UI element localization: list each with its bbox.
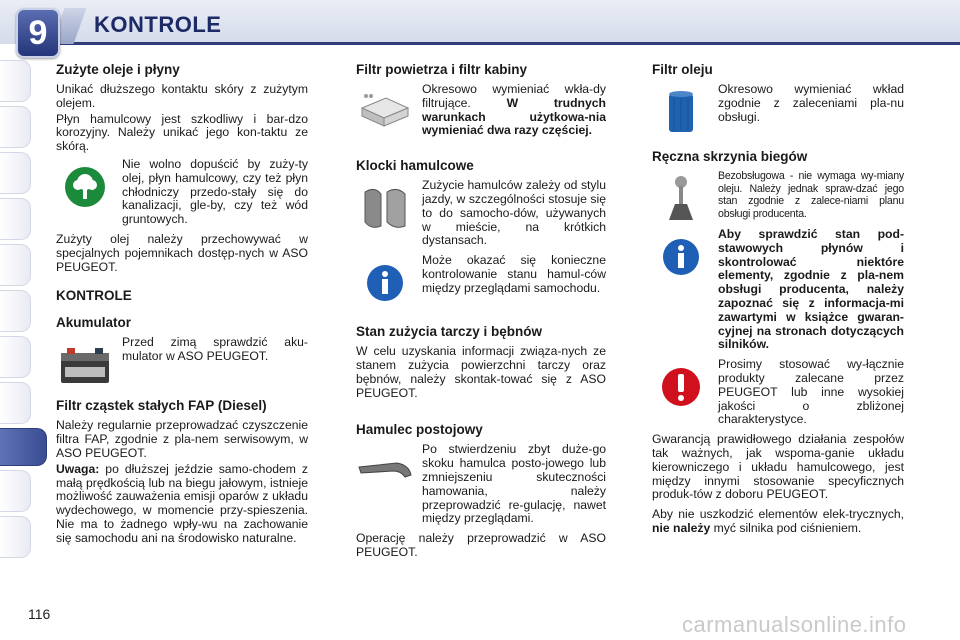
environment-note bbox=[56, 158, 308, 229]
brake-pads-info-text: Może okazać się konieczne kontrolowanie stanu hamul-ców między przeglądami samochodu. bbox=[422, 253, 606, 295]
air-filter-icon bbox=[356, 87, 414, 137]
air-filter-heading: Filtr powietrza i filtr kabiny bbox=[356, 62, 528, 77]
side-tab-9-active[interactable] bbox=[0, 428, 47, 466]
info-icon bbox=[652, 232, 710, 282]
battery-icon bbox=[56, 340, 114, 390]
brake-pads-text: Zużycie hamulców zależy od stylu jazdy, w szczególności stosuje się to do samocho-dów, używanych w mieście, na krótkich dystansach. bbox=[422, 178, 606, 248]
air-filter-text bbox=[422, 83, 606, 138]
watermark: carmanualsonline.info bbox=[682, 612, 907, 637]
side-tab-7[interactable] bbox=[0, 336, 31, 378]
engine-cleaning-text-a: Aby nie uszkodzić elementów elek-trycznych, bbox=[652, 507, 904, 522]
fluids-info-note bbox=[652, 228, 904, 354]
oil-filter-note bbox=[652, 83, 904, 137]
environment-text: Nie wolno dopuścić by zuży-ty olej, płyn hamulcowy, czy też płyn chłodniczy przedo-stały się do kanalizacji, gle-by, czy też wód gruntowych. bbox=[122, 156, 308, 227]
fap-note-label: Uwaga: bbox=[56, 461, 100, 476]
chapter-number: 9 bbox=[28, 14, 48, 52]
side-tab-11[interactable] bbox=[0, 516, 31, 558]
parking-brake-text: Po stwierdzeniu zbyt duże-go skoku hamulca posto-jowego lub zmniejszeniu skuteczności hamowania, należy przeprowadzić re-gulację, nawet między przeglądami. bbox=[422, 442, 606, 526]
products-warning-note bbox=[652, 358, 904, 429]
oils-paragraph-2: Płyn hamulcowy jest szkodliwy i bar-dzo korozyjny. Należy unikać jego kon-taktu ze skórą. bbox=[56, 111, 308, 154]
environment-tree-icon bbox=[56, 162, 114, 212]
gearbox-note bbox=[652, 170, 904, 224]
air-filter-note bbox=[356, 83, 606, 140]
side-tab-4[interactable] bbox=[0, 198, 31, 240]
parking-brake-icon bbox=[356, 447, 414, 497]
side-tab-6[interactable] bbox=[0, 290, 31, 332]
fluids-info-text: Aby sprawdzić stan pod-stawowych płynów i skontrolować niektóre elementy, zgodnie z pla-nem obsługi producenta, należy zapoznać się z informacja-mi zawartymi w książce gwaran-cyjnej na stronach dotyczących silników. bbox=[718, 227, 904, 352]
side-tab-5[interactable] bbox=[0, 244, 31, 286]
battery-text: Przed zimą sprawdzić aku-mulator w ASO PEUGEOT. bbox=[122, 335, 308, 364]
info-icon bbox=[356, 258, 414, 308]
oil-filter-text: Okresowo wymieniać wkład zgodnie z zaleceniami pla-nu obsługi. bbox=[718, 82, 904, 124]
parking-brake-paragraph-2: Operację należy przeprowadzić w ASO PEUGEOT. bbox=[356, 531, 606, 559]
battery-note bbox=[56, 336, 308, 390]
checks-heading: KONTROLE bbox=[56, 288, 132, 304]
engine-cleaning-text-b: myć silnika pod ciśnieniem. bbox=[710, 520, 862, 535]
side-tab-1[interactable] bbox=[0, 60, 31, 102]
side-tab-3[interactable] bbox=[0, 152, 31, 194]
oils-paragraph-1: Unikać dłuższego kontaktu skóry z zużytym olejem. bbox=[56, 82, 308, 110]
side-tab-8[interactable] bbox=[0, 382, 31, 424]
discs-heading: Stan zużycia tarczy i bębnów bbox=[356, 324, 543, 340]
parking-brake-heading: Hamulec postojowy bbox=[356, 422, 483, 438]
chapter-badge bbox=[16, 8, 60, 58]
brake-pads-heading: Klocki hamulcowe bbox=[356, 158, 474, 174]
side-tab-10[interactable] bbox=[0, 470, 31, 512]
oils-paragraph-3: Zużyty olej należy przechowywać w specjalnych pojemnikach dostęp-nych w ASO PEUGEOT. bbox=[56, 231, 308, 274]
warning-exclamation-icon bbox=[652, 362, 710, 412]
page-number: 116 bbox=[28, 606, 51, 622]
column-right bbox=[652, 54, 904, 538]
gearbox-text: Bezobsługowa - nie wymaga wy-miany oleju. Należy jednak spraw-dzać jego stan zgodnie z zalece-niami planu obsługi producenta. bbox=[718, 170, 904, 220]
page-title: KONTROLE bbox=[94, 12, 222, 37]
fap-note-text: po dłuższej jeździe samo-chodem z małą prędkością lub na biegu jałowym, istnieje możliwość zauważenia emisji oparów z układu wydechowego, w momencie przy-spieszenia. Nie ma to żadnego wpły-wu na zachowanie się samochodu ani na środowisko naturalne. bbox=[56, 461, 308, 545]
battery-heading: Akumulator bbox=[56, 315, 132, 331]
brake-pads-icon bbox=[356, 183, 414, 233]
products-warning-text: Prosimy stosować wy-łącznie produkty zalecane przez PEUGEOT lub inne wysokiej jakości o zbliżonej charakterystyce. bbox=[718, 357, 904, 427]
side-tab-2[interactable] bbox=[0, 106, 31, 148]
engine-cleaning-paragraph bbox=[652, 508, 904, 536]
fap-paragraph-2 bbox=[56, 463, 308, 546]
air-filter-text-regular: Okresowo wymieniać wkła-dy filtrujące. bbox=[422, 82, 606, 110]
oil-filter-icon bbox=[652, 87, 710, 137]
gear-lever-icon bbox=[652, 174, 710, 224]
fap-heading: Filtr cząstek stałych FAP (Diesel) bbox=[56, 398, 267, 414]
gearbox-heading: Ręczna skrzynia biegów bbox=[652, 149, 808, 164]
guarantee-paragraph: Gwarancją prawidłowego działania zespołów tak ważnych, jak wspoma-ganie układu kierowniczego i układu hamulcowego, jest między innymi stosowanie specyficznych produk-tów z doboru PEUGEOT. bbox=[652, 432, 904, 502]
header-underline bbox=[60, 42, 960, 45]
oils-heading: Zużyte oleje i płyny bbox=[56, 62, 180, 77]
column-left bbox=[56, 54, 308, 548]
fap-paragraph-1: Należy regularnie przeprowadzać czyszczenie filtra FAP, zgodnie z pla-nem serwisowym, w ASO PEUGEOT. bbox=[56, 418, 308, 460]
parking-brake-note bbox=[356, 443, 606, 528]
brake-pads-info bbox=[356, 254, 606, 308]
discs-text: W celu uzyskania informacji związa-nych ze stanem zużycia powierzchni tarczy oraz bębnów, należy skontak-tować się z ASO PEUGEOT. bbox=[356, 344, 606, 400]
column-middle bbox=[356, 54, 606, 562]
chapter-side-tabs bbox=[0, 60, 32, 562]
engine-cleaning-bold: nie należy bbox=[652, 520, 711, 535]
brake-pads-note bbox=[356, 179, 606, 250]
oil-filter-heading: Filtr oleju bbox=[652, 62, 713, 77]
air-filter-text-bold: W trudnych warunkach użytkowa-nia wymieniać dwa razy częściej. bbox=[422, 95, 606, 138]
